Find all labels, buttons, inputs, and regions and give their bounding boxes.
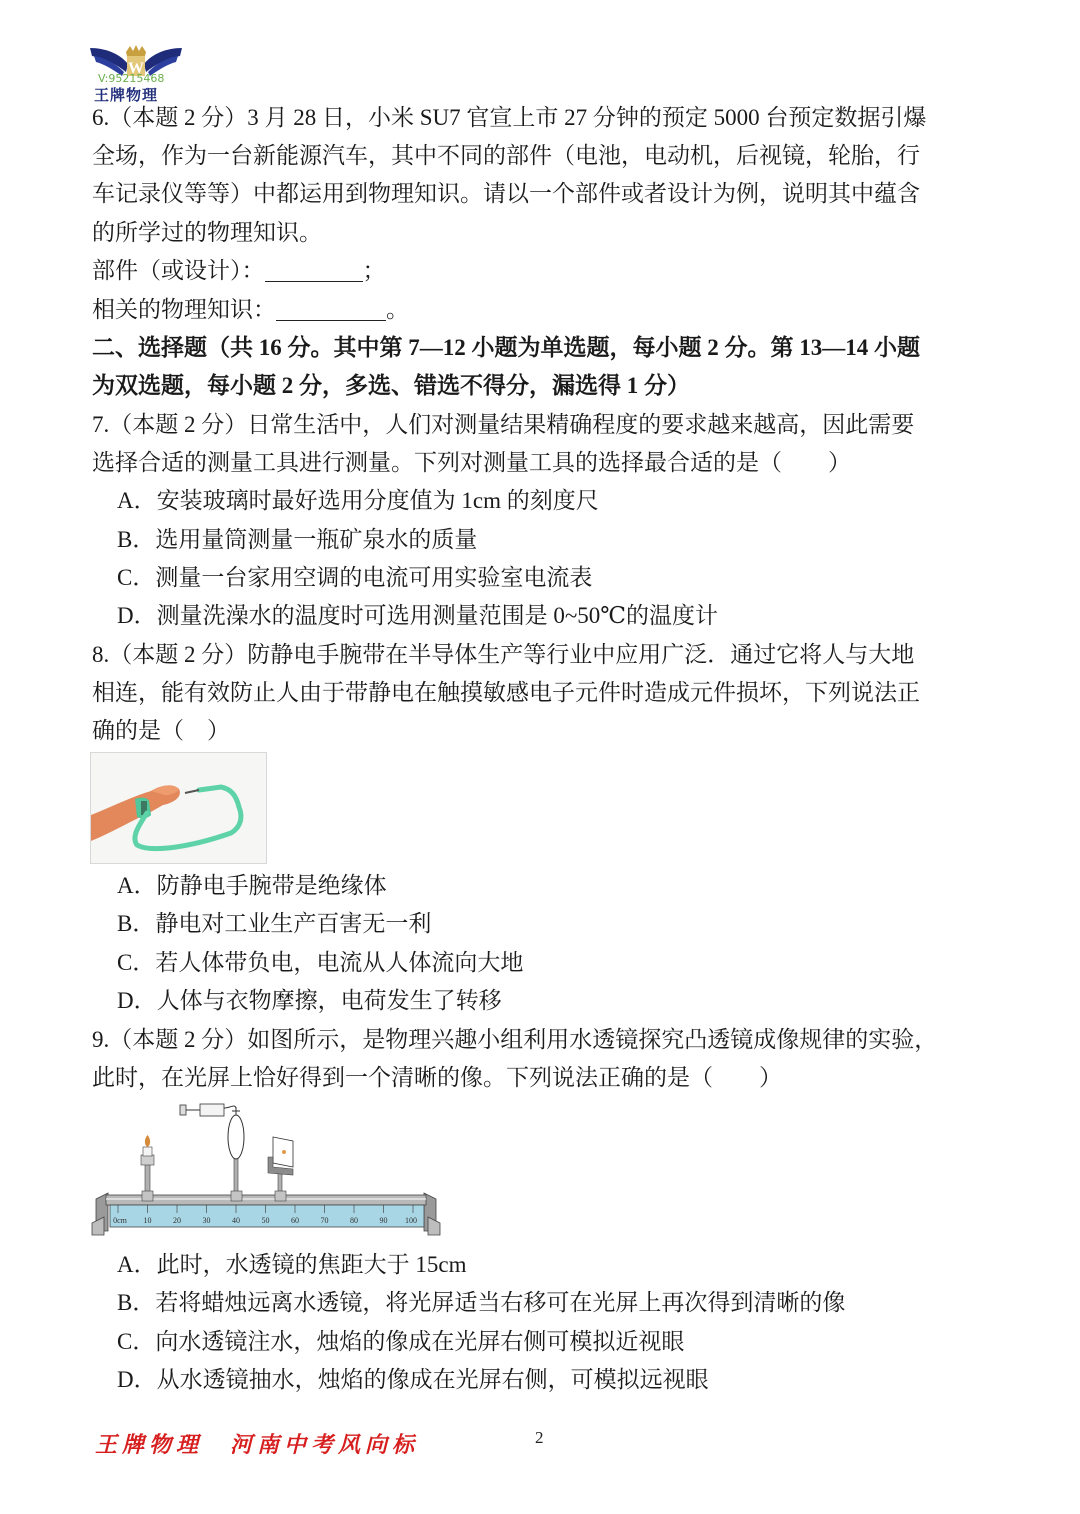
q8-option-a[interactable]: A．防静电手腕带是绝缘体: [117, 873, 387, 898]
q6-blank-knowledge: [92, 295, 409, 325]
svg-text:20: 20: [173, 1216, 181, 1225]
optical-bench-illustration: [88, 1095, 444, 1237]
footer-brand-slogan: 王牌物理 河南中考风向标: [95, 1432, 420, 1458]
svg-text:90: 90: [379, 1216, 388, 1225]
svg-text:80: 80: [350, 1216, 358, 1225]
section-heading-line-2: 为双选题，每小题 2 分，多选、错选不得分，漏选得 1 分）: [92, 373, 690, 398]
q9-option-c[interactable]: C．向水透镜注水，烛焰的像成在光屏右侧可模拟近视眼: [117, 1329, 685, 1354]
q8-option-b[interactable]: B．静电对工业生产百害无一利: [117, 911, 432, 936]
q7-option-c[interactable]: C．测量一台家用空调的电流可用实验室电流表: [117, 565, 593, 590]
q8-option-c[interactable]: C．若人体带负电，电流从人体流向大地: [117, 950, 524, 975]
punctuation: ；: [362, 258, 386, 283]
punctuation: 。: [386, 297, 409, 322]
svg-text:0cm: 0cm: [113, 1216, 127, 1225]
q6-line-1: 6.（本题 2 分）3 月 28 日，小米 SU7 官宣上市 27 分钟的预定 5000 台预定数据引爆: [92, 105, 927, 130]
q8-line-1: 8.（本题 2 分）防静电手腕带在半导体生产等行业中应用广泛．通过它将人与大地: [92, 642, 915, 667]
q8-option-d[interactable]: D．人体与衣物摩擦，电荷发生了转移: [117, 988, 502, 1013]
svg-text:70: 70: [320, 1216, 329, 1225]
svg-text:30: 30: [202, 1216, 211, 1225]
page-number: 2: [535, 1428, 544, 1447]
section-heading-line-1: 二、选择题（共 16 分。其中第 7—12 小题为单选题，每小题 2 分。第 13—14 小题: [92, 335, 920, 360]
wrist-strap-illustration: [91, 753, 266, 863]
q8-line-3: 确的是（ ）: [92, 718, 230, 743]
logo-brand-name: 王牌物理: [94, 86, 159, 104]
blank-label-knowledge: 相关的物理知识：: [92, 297, 276, 322]
q6-line-2: 全场，作为一台新能源汽车，其中不同的部件（电池，电动机，后视镜，轮胎，行: [92, 143, 920, 168]
answer-blank-knowledge[interactable]: [276, 298, 386, 321]
q9-option-b[interactable]: B．若将蜡烛远离水透镜，将光屏适当右移可在光屏上再次得到清晰的像: [117, 1290, 846, 1315]
svg-text:100: 100: [405, 1216, 417, 1225]
q6-line-3: 车记录仪等等）中都运用到物理知识。请以一个部件或者设计为例，说明其中蕴含: [92, 181, 920, 206]
svg-text:W: W: [128, 60, 144, 77]
q6-blank-component: [92, 256, 386, 286]
q8-line-2: 相连，能有效防止人由于带静电在触摸敏感电子元件时造成元件损坏，下列说法正: [92, 680, 920, 705]
answer-blank-component[interactable]: [265, 259, 363, 282]
svg-text:50: 50: [261, 1216, 270, 1225]
wrist-strap-figure: [90, 752, 267, 864]
q9-option-a[interactable]: A．此时，水透镜的焦距大于 15cm: [117, 1252, 467, 1277]
brand-logo: [88, 42, 184, 104]
logo-contact: V:95215468: [98, 72, 165, 85]
blank-label-component: 部件（或设计）：: [92, 258, 265, 283]
q7-line-1: 7.（本题 2 分）日常生活中，人们对测量结果精确程度的要求越来越高，因此需要: [92, 412, 915, 437]
q6-line-4: 的所学过的物理知识。: [92, 220, 322, 245]
q9-line-2: 此时，在光屏上恰好得到一个清晰的像。下列说法正确的是（ ）: [92, 1065, 782, 1090]
svg-text:40: 40: [232, 1216, 240, 1225]
q7-line-2: 选择合适的测量工具进行测量。下列对测量工具的选择最合适的是（ ）: [92, 450, 851, 475]
q7-option-a[interactable]: A．安装玻璃时最好选用分度值为 1cm 的刻度尺: [117, 488, 599, 513]
svg-text:60: 60: [291, 1216, 299, 1225]
svg-text:10: 10: [143, 1216, 152, 1225]
q9-line-1: 9.（本题 2 分）如图所示，是物理兴趣小组利用水透镜探究凸透镜成像规律的实验，: [92, 1027, 938, 1052]
q7-option-b[interactable]: B．选用量筒测量一瓶矿泉水的质量: [117, 527, 478, 552]
optical-bench-figure: [88, 1095, 444, 1237]
q7-option-d[interactable]: D．测量洗澡水的温度时可选用测量范围是 0~50℃的温度计: [117, 603, 719, 628]
q9-option-d[interactable]: D．从水透镜抽水，烛焰的像成在光屏右侧，可模拟远视眼: [117, 1367, 709, 1392]
